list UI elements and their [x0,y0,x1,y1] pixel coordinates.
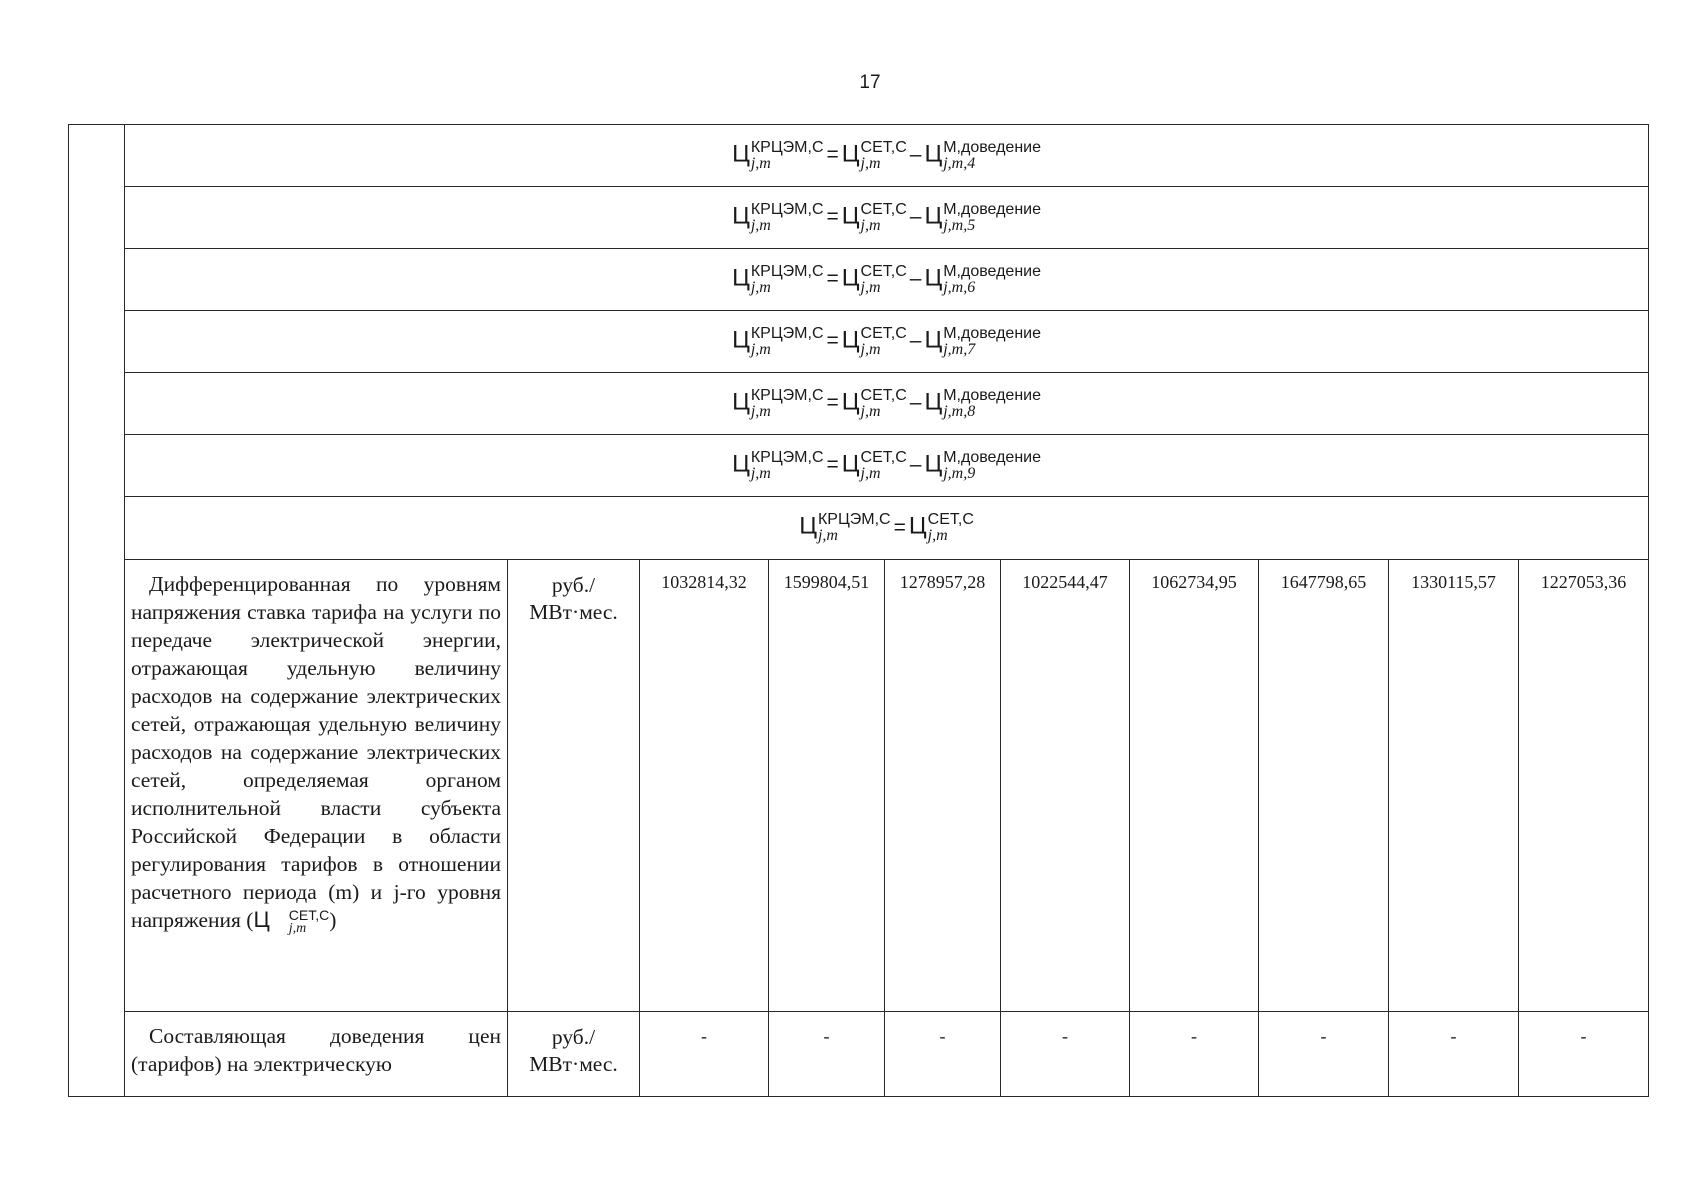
formula-row [69,125,1649,187]
value-cell: - [885,1012,1001,1097]
value-cell: - [1130,1012,1259,1097]
page-number: 17 [859,72,881,93]
value-cell: - [769,1012,885,1097]
value-cell: 1647798,65 [1259,560,1389,1012]
value-cell: 1032814,32 [640,560,769,1012]
formula-row-simple [69,497,1649,560]
value-cell: - [640,1012,769,1097]
tariff-table-wrapper [68,124,1648,1096]
unit-cell: руб./ МВт·мес. [508,1012,640,1097]
tariff-rate-row [69,560,1649,1012]
formula-cell [125,187,1649,249]
formula-row [69,311,1649,373]
formula: Ц КРЦЭМ,С j,m = Ц СЕТ,С j,m – Ц М,доведение j,m,9 [732,448,1041,482]
value-cell: 1278957,28 [885,560,1001,1012]
price-component-row [69,1012,1649,1097]
value-cell: - [1389,1012,1519,1097]
formula-cell [125,311,1649,373]
value-cell: - [1001,1012,1130,1097]
formula-cell [125,249,1649,311]
formula-cell [125,497,1649,560]
formula: Ц КРЦЭМ,С j,m = Ц СЕТ,С j,m – Ц М,доведение j,m,5 [732,200,1041,234]
tariff-table [68,124,1649,1097]
value-cell: 1227053,36 [1519,560,1649,1012]
price-symbol: Ц [732,388,750,416]
value-cell: 1599804,51 [769,560,885,1012]
unit-cell: руб./ МВт·мес. [508,560,640,1012]
formula-simple: Ц КРЦЭМ,С j,m = Ц СЕТ,С j,m [799,511,974,544]
formula: Ц КРЦЭМ,С j,m = Ц СЕТ,С j,m – Ц М,доведение j,m,7 [732,324,1041,358]
price-symbol: Ц [732,264,750,292]
formula-cell [125,435,1649,497]
value-cell: 1022544,47 [1001,560,1130,1012]
value-cell: - [1519,1012,1649,1097]
formula-cell [125,373,1649,435]
price-symbol: Ц [732,140,750,168]
price-symbol: Ц [732,450,750,478]
row-description-cell [125,1012,508,1097]
value-cell: 1330115,57 [1389,560,1519,1012]
value-cell: - [1259,1012,1389,1097]
price-symbol: Ц [732,202,750,230]
formula-row [69,373,1649,435]
price-symbol: Ц [732,326,750,354]
formula-row [69,249,1649,311]
formula-cell [125,125,1649,187]
left-margin-column [69,125,125,1097]
formula-row [69,435,1649,497]
value-cell: 1062734,95 [1130,560,1259,1012]
price-symbol: Ц [799,512,817,540]
formula: Ц КРЦЭМ,С j,m = Ц СЕТ,С j,m – Ц М,доведение j,m,8 [732,386,1041,420]
row-description: Составляющая доведения цен (тарифов) на электрическую [131,1024,501,1076]
row-description: Дифференцированная по уровням напряжения ставка тарифа на услуги по передаче электрической энергии, отражающая удельную величину расходов на содержание электрических сетей, отражающая удельную величину расходов на содержание электрических сетей, определяемая органом исполнительной власти субъекта Российской Федерации в области регулирования тарифов в отношении расчетного периода (m) и j-го уровня напряжения (Ц СЕТ,С j,m ) [131,572,501,937]
row-description-cell [125,560,508,1012]
formula-row [69,187,1649,249]
formula: Ц КРЦЭМ,С j,m = Ц СЕТ,С j,m – Ц М,доведение j,m,6 [732,262,1041,296]
formula: Ц КРЦЭМ,С j,m = Ц СЕТ,С j,m – Ц М,доведение j,m,4 [732,138,1041,172]
